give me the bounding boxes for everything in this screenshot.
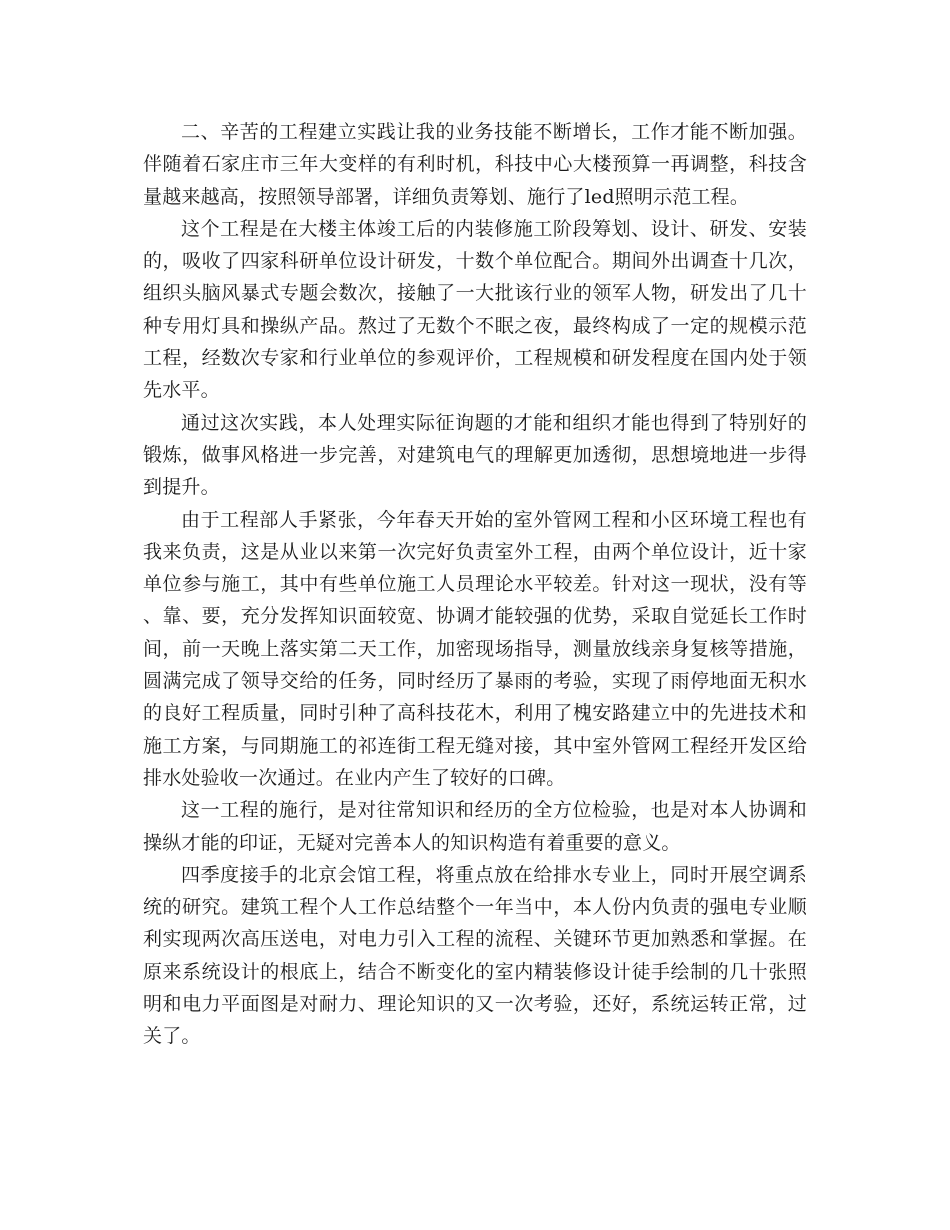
paragraph-engineering-practice: 二、辛苦的工程建立实践让我的业务技能不断增长，工作才能不断加强。伴随着石家庄市三年大变样的有利时机，科技中心大楼预算一再调整，科技含量越来越高，按照领导部署，详细负责筹划、施行了led照明示范工程。 (143, 121, 807, 208)
paragraph-interior-project: 这个工程是在大楼主体竣工后的内装修施工阶段筹划、设计、研发、安装的，吸收了四家科研单位设计研发，十数个单位配合。期间外出调查十几次，组织头脑风暴式专题会数次，接触了一大批该行业的领军人物，研发出了几十种专用灯具和操纵产品。熬过了无数个不眠之夜，最终构成了一定的规模示范工程，经数次专家和行业单位的参观评价，工程规模和研发程度在国内处于领先水平。 (143, 217, 807, 402)
paragraph-practice-gains: 通过这次实践，本人处理实际征询题的才能和组织才能也得到了特别好的锻炼，做事风格进一步完善，对建筑电气的理解更加透彻，思想境地进一步得到提升。 (143, 411, 807, 499)
paragraph-project-significance: 这一工程的施行，是对往常知识和经历的全方位检验，也是对本人协调和操纵才能的印证，无疑对完善本人的知识构造有着重要的意义。 (143, 799, 807, 854)
paragraph-beijing-clubhouse: 四季度接手的北京会馆工程，将重点放在给排水专业上，同时开展空调系统的研究。建筑工程个人工作总结整个一年当中，本人份内负责的强电专业顺利实现两次高压送电，对电力引入工程的流程、关键环节更加熟悉和掌握。在原来系统设计的根底上，结合不断变化的室内精装修设计徒手绘制的几十张照明和电力平面图是对耐力、理论知识的又一次考验，还好，系统运转正常，过关了。 (143, 863, 807, 1048)
document-page (143, 116, 807, 1053)
paragraph-outdoor-pipe-network: 由于工程部人手紧张，今年春天开始的室外管网工程和小区环境工程也有我来负责，这是从业以来第一次完好负责室外工程，由两个单位设计，近十家单位参与施工，其中有些单位施工人员理论水平较差。针对这一现状，没有等、靠、要，充分发挥知识面较宽、协调才能较强的优势，采取自觉延长工作时间，前一天晚上落实第二天工作，加密现场指导，测量放线亲身复核等措施，圆满完成了领导交给的任务，同时经历了暴雨的考验，实现了雨停地面无积水的良好工程质量，同时引种了高科技花木，利用了槐安路建立中的先进技术和施工方案，与同期施工的祁连街工程无缝对接，其中室外管网工程经开发区给排水处验收一次通过。在业内产生了较好的口碑。 (143, 508, 807, 789)
